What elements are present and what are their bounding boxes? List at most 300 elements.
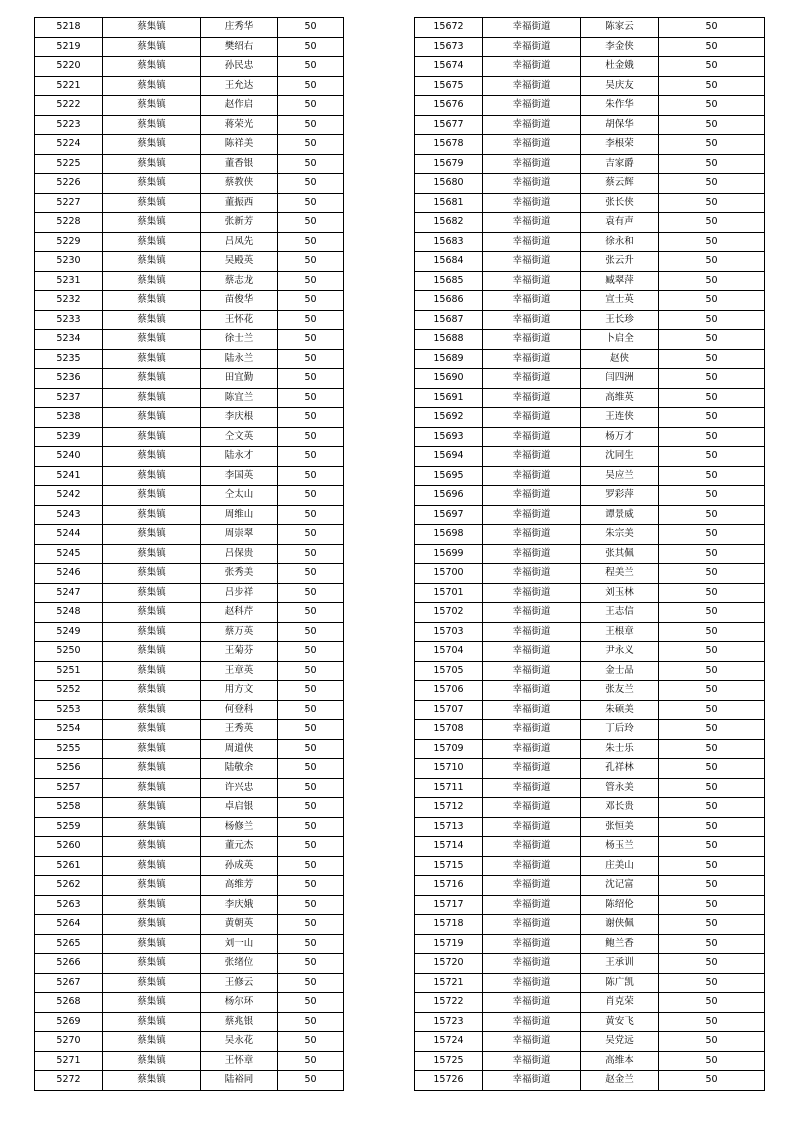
table-row xyxy=(415,1051,765,1071)
region-cell: 蔡集镇 xyxy=(103,856,201,876)
name-cell: 肖克荣 xyxy=(581,993,659,1013)
row-number-cell: 15682 xyxy=(415,213,483,233)
row-number-cell: 5245 xyxy=(35,544,103,564)
region-cell: 幸福街道 xyxy=(483,583,581,603)
table-row xyxy=(415,486,765,506)
name-cell: 程美兰 xyxy=(581,564,659,584)
name-cell: 黄朝英 xyxy=(201,915,278,935)
name-cell: 沈记富 xyxy=(581,876,659,896)
table-row xyxy=(35,115,344,135)
region-cell: 幸福街道 xyxy=(483,778,581,798)
region-cell: 幸福街道 xyxy=(483,447,581,467)
row-number-cell: 5263 xyxy=(35,895,103,915)
table-row xyxy=(415,466,765,486)
amount-cell: 50 xyxy=(659,310,765,330)
row-number-cell: 15689 xyxy=(415,349,483,369)
row-number-cell: 15721 xyxy=(415,973,483,993)
region-cell: 蔡集镇 xyxy=(103,291,201,311)
row-number-cell: 5253 xyxy=(35,700,103,720)
table-row xyxy=(415,174,765,194)
name-cell: 樊绍右 xyxy=(201,37,278,57)
region-cell: 幸福街道 xyxy=(483,291,581,311)
amount-cell: 50 xyxy=(659,408,765,428)
row-number-cell: 5218 xyxy=(35,18,103,38)
amount-cell: 50 xyxy=(659,252,765,272)
amount-cell: 50 xyxy=(659,681,765,701)
row-number-cell: 5257 xyxy=(35,778,103,798)
name-cell: 庄美山 xyxy=(581,856,659,876)
row-number-cell: 15708 xyxy=(415,720,483,740)
amount-cell: 50 xyxy=(278,271,344,291)
amount-cell: 50 xyxy=(278,895,344,915)
region-cell: 蔡集镇 xyxy=(103,817,201,837)
amount-cell: 50 xyxy=(659,193,765,213)
row-number-cell: 5247 xyxy=(35,583,103,603)
amount-cell: 50 xyxy=(659,115,765,135)
name-cell: 卓启银 xyxy=(201,798,278,818)
row-number-cell: 5231 xyxy=(35,271,103,291)
name-cell: 黄安飞 xyxy=(581,1012,659,1032)
name-cell: 宣士英 xyxy=(581,291,659,311)
amount-cell: 50 xyxy=(278,1051,344,1071)
region-cell: 幸福街道 xyxy=(483,1051,581,1071)
name-cell: 陆永才 xyxy=(201,447,278,467)
name-cell: 张其佩 xyxy=(581,544,659,564)
name-cell: 仝太山 xyxy=(201,486,278,506)
amount-cell: 50 xyxy=(659,603,765,623)
region-cell: 幸福街道 xyxy=(483,915,581,935)
amount-cell: 50 xyxy=(278,37,344,57)
name-cell: 张绪位 xyxy=(201,954,278,974)
region-cell: 蔡集镇 xyxy=(103,642,201,662)
row-number-cell: 15687 xyxy=(415,310,483,330)
table-row xyxy=(35,525,344,545)
amount-cell: 50 xyxy=(659,1012,765,1032)
name-cell: 沈同生 xyxy=(581,447,659,467)
name-cell: 卜启全 xyxy=(581,330,659,350)
region-cell: 蔡集镇 xyxy=(103,993,201,1013)
row-number-cell: 15718 xyxy=(415,915,483,935)
table-row xyxy=(415,369,765,389)
row-number-cell: 5238 xyxy=(35,408,103,428)
name-cell: 吴殿英 xyxy=(201,252,278,272)
row-number-cell: 15701 xyxy=(415,583,483,603)
row-number-cell: 5236 xyxy=(35,369,103,389)
region-cell: 蔡集镇 xyxy=(103,369,201,389)
region-cell: 蔡集镇 xyxy=(103,408,201,428)
amount-cell: 50 xyxy=(278,739,344,759)
table-row xyxy=(35,37,344,57)
name-cell: 王修云 xyxy=(201,973,278,993)
row-number-cell: 5240 xyxy=(35,447,103,467)
region-cell: 蔡集镇 xyxy=(103,388,201,408)
row-number-cell: 5228 xyxy=(35,213,103,233)
table-row xyxy=(415,934,765,954)
amount-cell: 50 xyxy=(278,76,344,96)
name-cell: 邓长贵 xyxy=(581,798,659,818)
table-row xyxy=(35,330,344,350)
amount-cell: 50 xyxy=(278,252,344,272)
amount-cell: 50 xyxy=(278,466,344,486)
amount-cell: 50 xyxy=(278,115,344,135)
table-row xyxy=(415,603,765,623)
amount-cell: 50 xyxy=(659,486,765,506)
table-row xyxy=(415,154,765,174)
region-cell: 幸福街道 xyxy=(483,1032,581,1052)
row-number-cell: 5229 xyxy=(35,232,103,252)
name-cell: 陆敬余 xyxy=(201,759,278,779)
amount-cell: 50 xyxy=(659,700,765,720)
table-row xyxy=(35,388,344,408)
table-row xyxy=(35,135,344,155)
row-number-cell: 15675 xyxy=(415,76,483,96)
row-number-cell: 5252 xyxy=(35,681,103,701)
table-row xyxy=(35,193,344,213)
amount-cell: 50 xyxy=(659,544,765,564)
row-number-cell: 15693 xyxy=(415,427,483,447)
table-row xyxy=(35,154,344,174)
table-row xyxy=(35,76,344,96)
name-cell: 臧翠萍 xyxy=(581,271,659,291)
table-row xyxy=(415,564,765,584)
amount-cell: 50 xyxy=(659,271,765,291)
row-number-cell: 5237 xyxy=(35,388,103,408)
amount-cell: 50 xyxy=(278,934,344,954)
region-cell: 蔡集镇 xyxy=(103,349,201,369)
amount-cell: 50 xyxy=(659,525,765,545)
name-cell: 张恒美 xyxy=(581,817,659,837)
amount-cell: 50 xyxy=(278,603,344,623)
amount-cell: 50 xyxy=(659,642,765,662)
region-cell: 蔡集镇 xyxy=(103,778,201,798)
name-cell: 王根章 xyxy=(581,622,659,642)
row-number-cell: 15706 xyxy=(415,681,483,701)
name-cell: 何登科 xyxy=(201,700,278,720)
region-cell: 幸福街道 xyxy=(483,622,581,642)
region-cell: 幸福街道 xyxy=(483,213,581,233)
region-cell: 蔡集镇 xyxy=(103,876,201,896)
table-row xyxy=(35,837,344,857)
row-number-cell: 15712 xyxy=(415,798,483,818)
table-row xyxy=(35,564,344,584)
table-row xyxy=(35,993,344,1013)
amount-cell: 50 xyxy=(659,1032,765,1052)
amount-cell: 50 xyxy=(659,76,765,96)
table-row xyxy=(35,1012,344,1032)
row-number-cell: 15691 xyxy=(415,388,483,408)
region-cell: 蔡集镇 xyxy=(103,1071,201,1091)
region-cell: 幸福街道 xyxy=(483,1012,581,1032)
amount-cell: 50 xyxy=(659,349,765,369)
region-cell: 蔡集镇 xyxy=(103,505,201,525)
amount-cell: 50 xyxy=(278,798,344,818)
region-cell: 蔡集镇 xyxy=(103,115,201,135)
name-cell: 赵侠 xyxy=(581,349,659,369)
row-number-cell: 15714 xyxy=(415,837,483,857)
name-cell: 周维山 xyxy=(201,505,278,525)
region-cell: 蔡集镇 xyxy=(103,661,201,681)
amount-cell: 50 xyxy=(278,486,344,506)
name-cell: 张长侠 xyxy=(581,193,659,213)
region-cell: 蔡集镇 xyxy=(103,681,201,701)
table-row xyxy=(35,856,344,876)
amount-cell: 50 xyxy=(659,57,765,77)
row-number-cell: 5258 xyxy=(35,798,103,818)
amount-cell: 50 xyxy=(278,57,344,77)
name-cell: 李庆娥 xyxy=(201,895,278,915)
region-cell: 蔡集镇 xyxy=(103,739,201,759)
row-number-cell: 5235 xyxy=(35,349,103,369)
region-cell: 幸福街道 xyxy=(483,934,581,954)
name-cell: 王承训 xyxy=(581,954,659,974)
row-number-cell: 15684 xyxy=(415,252,483,272)
name-cell: 王长珍 xyxy=(581,310,659,330)
table-row xyxy=(415,778,765,798)
amount-cell: 50 xyxy=(278,778,344,798)
row-number-cell: 15696 xyxy=(415,486,483,506)
row-number-cell: 15688 xyxy=(415,330,483,350)
amount-cell: 50 xyxy=(278,544,344,564)
name-cell: 谢侠佩 xyxy=(581,915,659,935)
row-number-cell: 5262 xyxy=(35,876,103,896)
table-row xyxy=(35,486,344,506)
amount-cell: 50 xyxy=(659,154,765,174)
table-row xyxy=(415,1012,765,1032)
table-row xyxy=(415,661,765,681)
region-cell: 幸福街道 xyxy=(483,700,581,720)
name-cell: 用方文 xyxy=(201,681,278,701)
row-number-cell: 15710 xyxy=(415,759,483,779)
row-number-cell: 15698 xyxy=(415,525,483,545)
name-cell: 金士品 xyxy=(581,661,659,681)
row-number-cell: 15707 xyxy=(415,700,483,720)
row-number-cell: 5269 xyxy=(35,1012,103,1032)
region-cell: 幸福街道 xyxy=(483,895,581,915)
name-cell: 胡保华 xyxy=(581,115,659,135)
amount-cell: 50 xyxy=(278,583,344,603)
region-cell: 蔡集镇 xyxy=(103,700,201,720)
name-cell: 赵金兰 xyxy=(581,1071,659,1091)
row-number-cell: 15686 xyxy=(415,291,483,311)
region-cell: 幸福街道 xyxy=(483,349,581,369)
table-row xyxy=(415,18,765,38)
row-number-cell: 5224 xyxy=(35,135,103,155)
region-cell: 蔡集镇 xyxy=(103,544,201,564)
row-number-cell: 15690 xyxy=(415,369,483,389)
table-row xyxy=(415,759,765,779)
name-cell: 王秀英 xyxy=(201,720,278,740)
amount-cell: 50 xyxy=(659,856,765,876)
table-row xyxy=(415,622,765,642)
amount-cell: 50 xyxy=(278,564,344,584)
table-row xyxy=(415,720,765,740)
amount-cell: 50 xyxy=(659,817,765,837)
amount-cell: 50 xyxy=(278,622,344,642)
name-cell: 王怀花 xyxy=(201,310,278,330)
name-cell: 田宜勤 xyxy=(201,369,278,389)
table-row xyxy=(415,310,765,330)
row-number-cell: 5234 xyxy=(35,330,103,350)
name-cell: 赵科芹 xyxy=(201,603,278,623)
table-row xyxy=(415,681,765,701)
row-number-cell: 5259 xyxy=(35,817,103,837)
table-row xyxy=(415,37,765,57)
name-cell: 徐永和 xyxy=(581,232,659,252)
amount-cell: 50 xyxy=(278,837,344,857)
table-row xyxy=(35,681,344,701)
row-number-cell: 5243 xyxy=(35,505,103,525)
table-row xyxy=(35,895,344,915)
row-number-cell: 5242 xyxy=(35,486,103,506)
table-row xyxy=(415,447,765,467)
amount-cell: 50 xyxy=(659,37,765,57)
row-number-cell: 5271 xyxy=(35,1051,103,1071)
row-number-cell: 15717 xyxy=(415,895,483,915)
row-number-cell: 15694 xyxy=(415,447,483,467)
row-number-cell: 5244 xyxy=(35,525,103,545)
row-number-cell: 5266 xyxy=(35,954,103,974)
table-row xyxy=(415,1032,765,1052)
amount-cell: 50 xyxy=(278,96,344,116)
name-cell: 李庆根 xyxy=(201,408,278,428)
name-cell: 蒋荣光 xyxy=(201,115,278,135)
row-number-cell: 5251 xyxy=(35,661,103,681)
name-cell: 高维芳 xyxy=(201,876,278,896)
name-cell: 罗彩萍 xyxy=(581,486,659,506)
table-row xyxy=(415,330,765,350)
table-row xyxy=(35,1051,344,1071)
amount-cell: 50 xyxy=(278,369,344,389)
row-number-cell: 5233 xyxy=(35,310,103,330)
row-number-cell: 5227 xyxy=(35,193,103,213)
table-row xyxy=(415,291,765,311)
region-cell: 蔡集镇 xyxy=(103,57,201,77)
row-number-cell: 5232 xyxy=(35,291,103,311)
name-cell: 谭景威 xyxy=(581,505,659,525)
amount-cell: 50 xyxy=(278,154,344,174)
row-number-cell: 15685 xyxy=(415,271,483,291)
name-cell: 王志信 xyxy=(581,603,659,623)
name-cell: 陈广凯 xyxy=(581,973,659,993)
row-number-cell: 15722 xyxy=(415,993,483,1013)
row-number-cell: 5219 xyxy=(35,37,103,57)
amount-cell: 50 xyxy=(659,369,765,389)
amount-cell: 50 xyxy=(659,915,765,935)
right-roster-table xyxy=(414,17,765,1091)
amount-cell: 50 xyxy=(659,330,765,350)
amount-cell: 50 xyxy=(659,622,765,642)
name-cell: 吴永花 xyxy=(201,1032,278,1052)
amount-cell: 50 xyxy=(278,193,344,213)
row-number-cell: 15723 xyxy=(415,1012,483,1032)
region-cell: 幸福街道 xyxy=(483,37,581,57)
name-cell: 吕保贵 xyxy=(201,544,278,564)
row-number-cell: 15716 xyxy=(415,876,483,896)
row-number-cell: 15678 xyxy=(415,135,483,155)
row-number-cell: 15695 xyxy=(415,466,483,486)
row-number-cell: 15697 xyxy=(415,505,483,525)
amount-cell: 50 xyxy=(278,427,344,447)
table-row xyxy=(35,349,344,369)
region-cell: 蔡集镇 xyxy=(103,915,201,935)
row-number-cell: 5267 xyxy=(35,973,103,993)
table-row xyxy=(35,174,344,194)
table-row xyxy=(35,778,344,798)
name-cell: 吉家爵 xyxy=(581,154,659,174)
right-roster-body xyxy=(415,18,765,1091)
amount-cell: 50 xyxy=(278,349,344,369)
table-row xyxy=(35,310,344,330)
region-cell: 蔡集镇 xyxy=(103,895,201,915)
amount-cell: 50 xyxy=(278,973,344,993)
region-cell: 幸福街道 xyxy=(483,193,581,213)
amount-cell: 50 xyxy=(659,934,765,954)
region-cell: 蔡集镇 xyxy=(103,135,201,155)
region-cell: 幸福街道 xyxy=(483,505,581,525)
row-number-cell: 15709 xyxy=(415,739,483,759)
name-cell: 赵作启 xyxy=(201,96,278,116)
row-number-cell: 15715 xyxy=(415,856,483,876)
name-cell: 仝文英 xyxy=(201,427,278,447)
name-cell: 周道侠 xyxy=(201,739,278,759)
amount-cell: 50 xyxy=(278,1071,344,1091)
name-cell: 王怀章 xyxy=(201,1051,278,1071)
region-cell: 幸福街道 xyxy=(483,564,581,584)
name-cell: 陈宜兰 xyxy=(201,388,278,408)
row-number-cell: 5220 xyxy=(35,57,103,77)
region-cell: 幸福街道 xyxy=(483,388,581,408)
name-cell: 徐士兰 xyxy=(201,330,278,350)
region-cell: 幸福街道 xyxy=(483,96,581,116)
table-row xyxy=(35,466,344,486)
table-row xyxy=(415,76,765,96)
region-cell: 蔡集镇 xyxy=(103,1051,201,1071)
region-cell: 蔡集镇 xyxy=(103,154,201,174)
amount-cell: 50 xyxy=(278,876,344,896)
row-number-cell: 5270 xyxy=(35,1032,103,1052)
table-row xyxy=(35,544,344,564)
name-cell: 吕步祥 xyxy=(201,583,278,603)
table-row xyxy=(415,252,765,272)
table-row xyxy=(35,18,344,38)
amount-cell: 50 xyxy=(278,856,344,876)
region-cell: 蔡集镇 xyxy=(103,954,201,974)
region-cell: 幸福街道 xyxy=(483,57,581,77)
row-number-cell: 5222 xyxy=(35,96,103,116)
row-number-cell: 15683 xyxy=(415,232,483,252)
amount-cell: 50 xyxy=(278,232,344,252)
left-roster-body xyxy=(35,18,344,1091)
name-cell: 孙民忠 xyxy=(201,57,278,77)
table-row xyxy=(35,954,344,974)
name-cell: 李根荣 xyxy=(581,135,659,155)
region-cell: 幸福街道 xyxy=(483,720,581,740)
table-row xyxy=(35,603,344,623)
name-cell: 张秀美 xyxy=(201,564,278,584)
name-cell: 刘一山 xyxy=(201,934,278,954)
table-row xyxy=(415,388,765,408)
table-row xyxy=(415,954,765,974)
row-number-cell: 15724 xyxy=(415,1032,483,1052)
table-row xyxy=(415,193,765,213)
region-cell: 蔡集镇 xyxy=(103,271,201,291)
amount-cell: 50 xyxy=(278,291,344,311)
table-row xyxy=(415,1071,765,1091)
region-cell: 幸福街道 xyxy=(483,973,581,993)
amount-cell: 50 xyxy=(659,1071,765,1091)
region-cell: 幸福街道 xyxy=(483,115,581,135)
table-row xyxy=(35,583,344,603)
